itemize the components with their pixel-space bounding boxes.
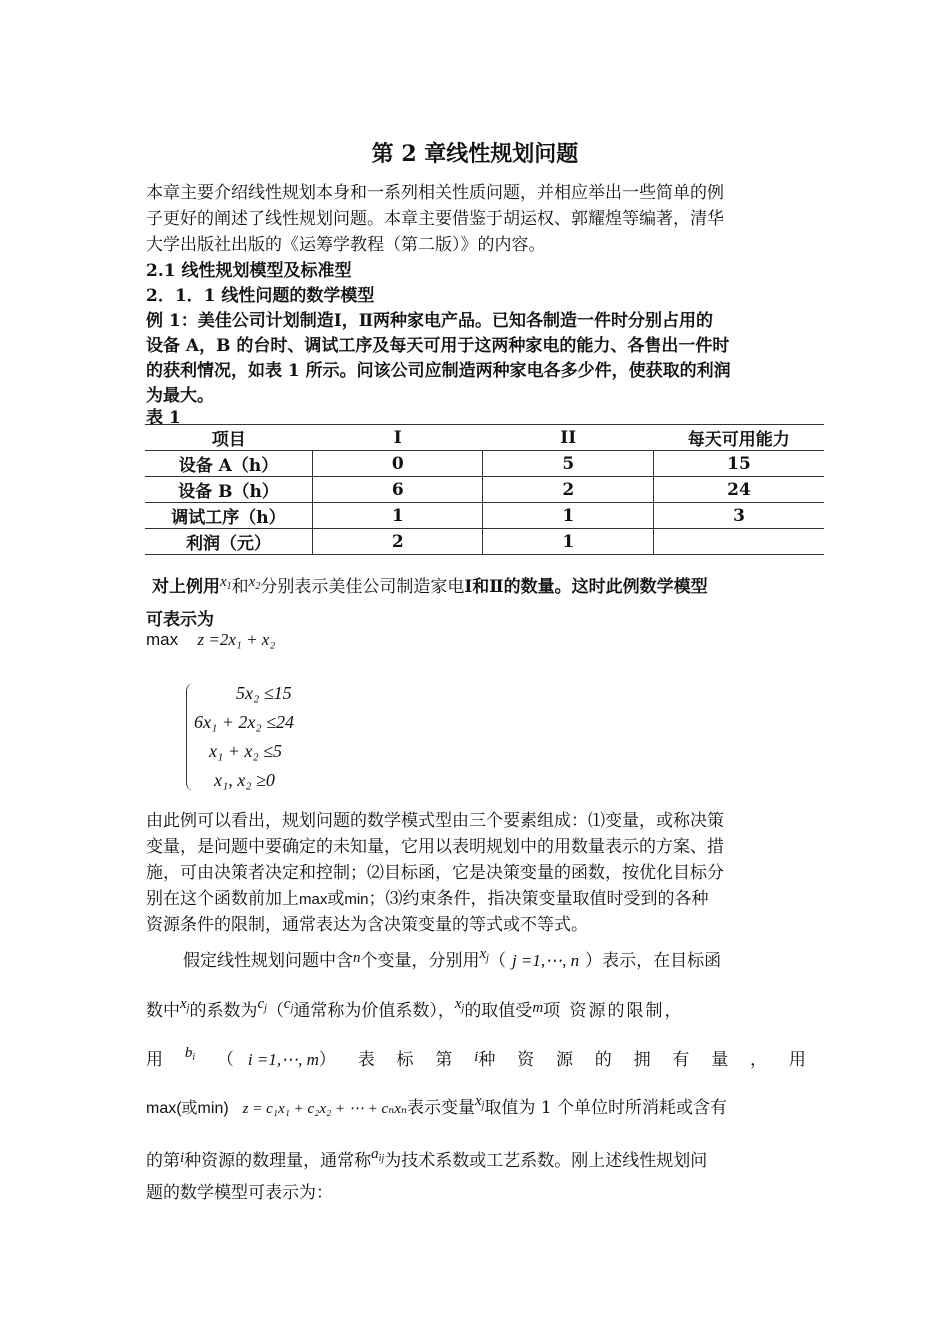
general-text: 的 bbox=[594, 1050, 612, 1070]
general-text: 为技术系数或工艺系数。刚上述线性规划问 bbox=[384, 1151, 708, 1171]
general-line-3: 用 $b_i$ （ i =1,⋯, m） 表 标 第 i种 资 源 的 拥 有 量 ， 用 bbox=[146, 1045, 806, 1070]
constraint-brace bbox=[186, 683, 195, 791]
sub-i: i bbox=[192, 1052, 196, 1063]
general-text: ） bbox=[318, 1050, 336, 1070]
model-intro-line-1: 对上例用$x_1$和$x_2$分别表示美佳公司制造家电Ⅰ和Ⅱ的数量。这时此例数学模型 bbox=[152, 574, 708, 597]
max-keyword: max bbox=[146, 630, 179, 649]
objective-expression: z =2x₁ + x₂ bbox=[197, 630, 276, 649]
table-header-row bbox=[145, 425, 824, 451]
sub-j: j bbox=[486, 953, 489, 964]
constraint-3: x₁ + x₂ ≤5 bbox=[209, 741, 283, 761]
general-text: 种资源的数理量，通常称 bbox=[184, 1151, 372, 1171]
table-row bbox=[145, 451, 824, 477]
general-line-6: 题的数学模型可表示为： bbox=[146, 1183, 333, 1203]
table-cell: 5 bbox=[483, 451, 654, 477]
example-line-1: 例 1：美佳公司计划制造Ⅰ，Ⅱ两种家电产品。已知各制造一件时分别占用的 bbox=[146, 311, 714, 331]
elements-or: 或 bbox=[327, 889, 345, 909]
intro-line-3: 大学出版社出版的《运筹学教程（第二版）》的内容。 bbox=[146, 235, 546, 255]
table-cell: 0 bbox=[312, 451, 483, 477]
var-x: x bbox=[474, 1093, 482, 1109]
constraint-4: x₁, x₂ ≥0 bbox=[214, 770, 275, 790]
table-cell: 调试工序（h） bbox=[145, 503, 312, 529]
sub-j: j bbox=[461, 1003, 465, 1014]
general-text: 有 bbox=[672, 1050, 690, 1070]
general-text: 标 bbox=[396, 1050, 414, 1070]
objective-function bbox=[146, 630, 275, 650]
general-text: 表示，在目标函 bbox=[602, 951, 722, 971]
table-cell: 1 bbox=[483, 529, 654, 555]
elements-line-3: 施，可由决策者决定和控制；⑵目标函，它是决策变量的函数，按优化目标分 bbox=[146, 863, 724, 883]
general-text: 的系数为 bbox=[189, 1001, 258, 1021]
section-heading-2-1: 2.1 线性规划模型及标准型 bbox=[146, 261, 352, 281]
constraint-2: 6x₁ + 2x₂ ≤24 bbox=[194, 712, 295, 732]
constraint-1: 5x₂ ≤15 bbox=[236, 683, 292, 703]
general-text: 的取值受 bbox=[464, 1001, 533, 1021]
var-n: n bbox=[353, 950, 361, 966]
min-keyword: min bbox=[344, 891, 369, 908]
general-text: 用 bbox=[788, 1050, 806, 1070]
table-header-cell: 项目 bbox=[145, 425, 312, 451]
var-x: x bbox=[454, 996, 462, 1012]
var-i: i bbox=[474, 1049, 479, 1065]
elements-line-5: 资源条件的限制，通常表达为含决策变量的等式或不等式。 bbox=[146, 915, 588, 935]
general-text: 项 资源的限制， bbox=[543, 1001, 684, 1021]
range-j: j =1,⋯, n bbox=[511, 951, 580, 970]
general-text: 资 bbox=[517, 1050, 535, 1070]
elements-line-2: 变量，是问题中要确定的未知量，它用以表明规划中的用数量表示的方案、措 bbox=[146, 837, 724, 857]
table-header-cell: 每天可用能力 bbox=[653, 425, 824, 451]
chapter-title: 第 2 章线性规划问题 bbox=[371, 141, 579, 167]
table-header-cell: II bbox=[483, 425, 654, 451]
var-x: x bbox=[180, 996, 187, 1012]
data-table bbox=[145, 424, 824, 555]
general-text: 第 bbox=[435, 1050, 453, 1070]
general-line-2: 数中$x_j$的系数为$c_j(c_j$通常称为价值系数），$x_j$的取值受m项 资源的限制， bbox=[146, 996, 684, 1021]
table-header-cell: I bbox=[312, 425, 483, 451]
var-c: c bbox=[283, 996, 291, 1012]
var-c: c bbox=[257, 996, 265, 1012]
table-row bbox=[145, 477, 824, 503]
table-label: 表 1 bbox=[146, 408, 181, 428]
max-keyword: max bbox=[299, 891, 328, 908]
range-i: i =1,⋯, m bbox=[247, 1050, 319, 1069]
var-x: x bbox=[479, 946, 487, 962]
table-cell: 1 bbox=[483, 503, 654, 529]
general-text: 拥 bbox=[633, 1050, 651, 1070]
table-cell: 3 bbox=[653, 503, 824, 529]
general-text: 表 bbox=[357, 1050, 375, 1070]
table-row bbox=[145, 503, 824, 529]
section-heading-2-1-1: 2．1．1 线性问题的数学模型 bbox=[146, 286, 375, 306]
general-text: 通常称为价值系数）， bbox=[293, 1001, 455, 1021]
model-intro-line-2: 可表示为 bbox=[146, 610, 214, 630]
sub-j: j bbox=[290, 1003, 294, 1014]
table-cell: 2 bbox=[483, 477, 654, 503]
sub-j: j bbox=[481, 1100, 485, 1111]
general-objective-expression: z = c₁x₁ + c₂x₂ + ⋯ + cₙxₙ bbox=[242, 1101, 407, 1117]
general-text: 种 bbox=[478, 1050, 496, 1070]
table-cell: 2 bbox=[312, 529, 483, 555]
elements-line-1: 由此例可以看出，规划问题的数学模式型由三个要素组成：⑴变量，或称决策 bbox=[146, 811, 724, 831]
general-line-5 bbox=[146, 1146, 707, 1171]
model-intro-text-3: Ⅰ和Ⅱ的数量。这时此例数学模型 bbox=[464, 577, 708, 597]
general-text: ， bbox=[750, 1050, 767, 1070]
general-text: 个变量，分别用 bbox=[360, 951, 480, 971]
var-b: b bbox=[184, 1045, 193, 1061]
intro-line-2: 子更好的阐述了线性规划问题。本章主要借鉴于胡运权、郭耀煌等编著，清华 bbox=[146, 209, 724, 229]
general-text: 假定线性规划问题中含 bbox=[183, 951, 353, 971]
sub-ij: ij bbox=[378, 1153, 385, 1164]
table-cell: 设备 A（h） bbox=[145, 451, 312, 477]
model-intro-and: 和 bbox=[231, 577, 249, 597]
general-text: 取值为 1 个单位时所消耗或含有 bbox=[484, 1098, 728, 1118]
sub-j: j bbox=[264, 1003, 267, 1014]
general-text: 数中 bbox=[146, 1001, 180, 1021]
table-cell bbox=[653, 529, 824, 555]
elements-text-2: ；⑶约束条件，指决策变量取值时受到的各种 bbox=[368, 889, 709, 909]
table-cell: 利润（元） bbox=[145, 529, 312, 555]
general-line-1: 假定线性规划问题中含n个变量，分别用$x_j$（ j =1,⋯, n ）表示，在目标函 bbox=[183, 946, 722, 971]
objective-label: max(或min) bbox=[146, 1100, 229, 1117]
var-a: a bbox=[371, 1146, 379, 1162]
table-cell: 1 bbox=[312, 503, 483, 529]
general-text: 用 bbox=[146, 1050, 163, 1070]
example-line-2: 设备 A，B 的台时、调试工序及每天可用于这两种家电的能力、各售出一件时 bbox=[146, 336, 730, 356]
table-cell: 24 bbox=[653, 477, 824, 503]
table-cell: 设备 B（h） bbox=[145, 477, 312, 503]
general-text: 源 bbox=[555, 1050, 573, 1070]
model-intro-text-2: 分别表示美佳公司制造家电 bbox=[260, 577, 465, 597]
example-line-4: 为最大。 bbox=[146, 386, 214, 406]
general-line-4 bbox=[146, 1093, 727, 1118]
model-intro-text: 对上例用 bbox=[152, 577, 220, 597]
table-cell: 6 bbox=[312, 477, 483, 503]
general-text: 表示变量 bbox=[406, 1098, 475, 1118]
sub-j: j bbox=[186, 1003, 190, 1014]
var-m: m bbox=[532, 1000, 544, 1016]
general-text: 的第 bbox=[146, 1151, 180, 1171]
table-row bbox=[145, 529, 824, 555]
elements-line-4 bbox=[146, 884, 709, 909]
table-cell: 15 bbox=[653, 451, 824, 477]
var-i: i bbox=[180, 1150, 185, 1166]
example-line-3: 的获利情况，如表 1 所示。问该公司应制造两种家电各多少件，使获取的利润 bbox=[146, 361, 731, 381]
elements-text: 别在这个函数前加上 bbox=[146, 889, 299, 909]
general-text: 量 bbox=[711, 1050, 729, 1070]
intro-line-1: 本章主要介绍线性规划本身和一系列相关性质问题，并相应举出一些简单的例 bbox=[146, 183, 724, 203]
